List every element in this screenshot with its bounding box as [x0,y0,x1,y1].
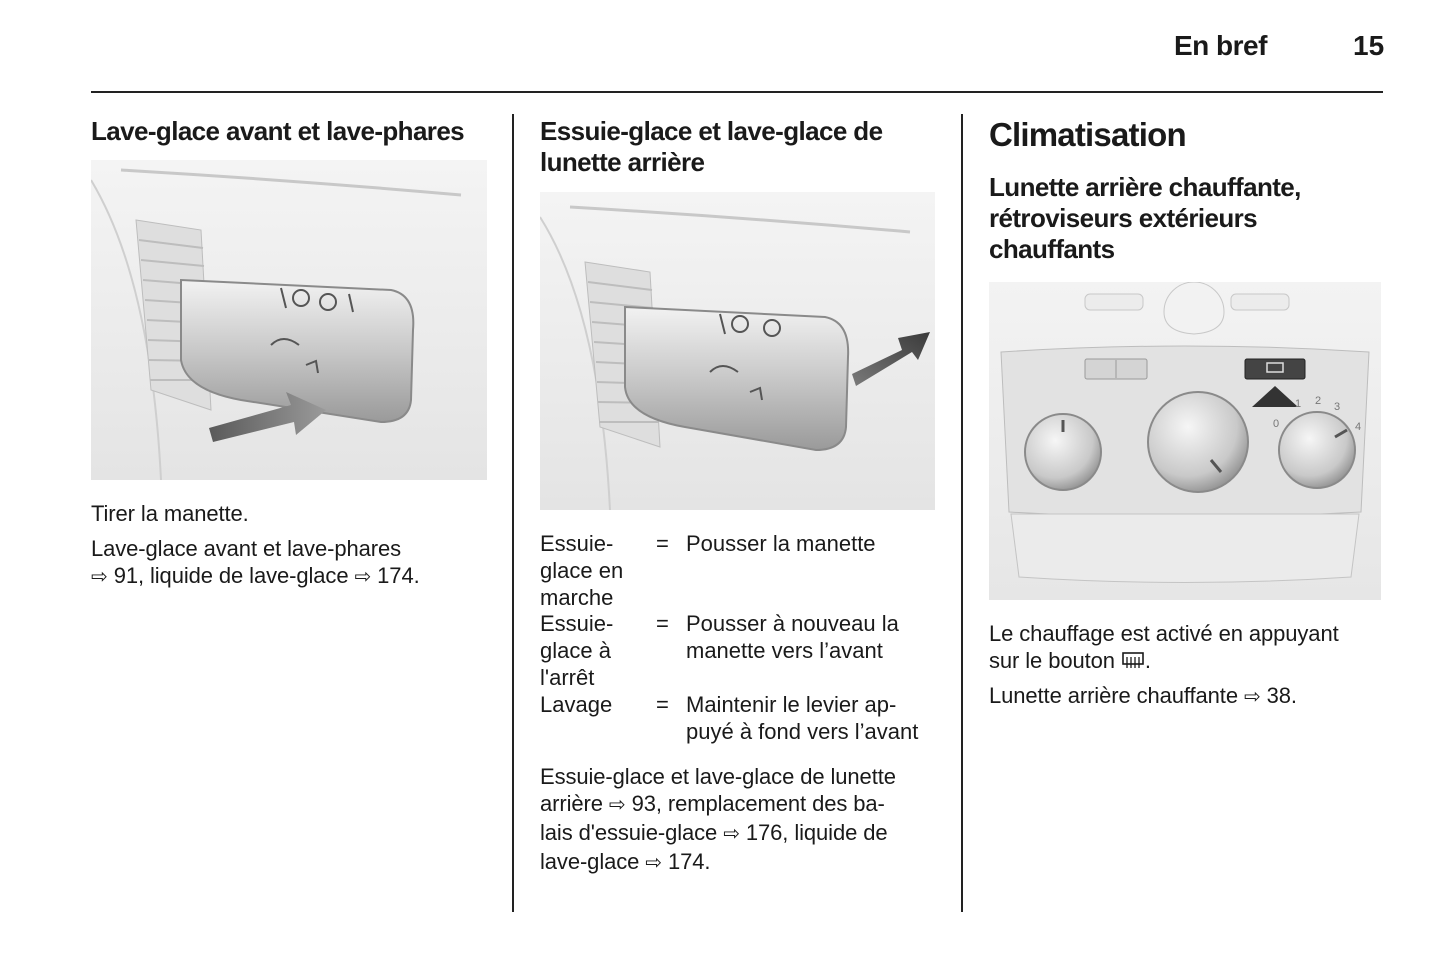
front-washer-caption: Tirer la manette. [91,501,249,526]
climate-text [989,620,1389,711]
definition-row [540,610,940,691]
right-arrow-outline-icon: ⇨ [354,566,372,588]
definition-row [540,691,940,751]
rear-defrost-subheading-line2: rétroviseurs extérieurs [989,203,1258,233]
climate-para-line1: Le chauffage est activé en appuyant [989,621,1339,646]
rear-wiper-ref-line1: Essuie-glace et lave-glace de lunette [540,764,896,789]
front-washer-text [91,500,491,591]
climate-ref-page[interactable]: 38. [1266,683,1297,708]
rear-wiper-ref-line4: lave-glace ⇨ 174. [540,849,711,874]
fan-speed-label: 2 [1315,395,1322,407]
definition-row [540,530,940,610]
fan-speed-label: 4 [1355,421,1362,433]
rear-wiper-ref-page1[interactable]: 93, remplacement des ba- [631,791,885,816]
equals-sign: = [656,692,669,717]
front-washer-ref-page2[interactable]: 174. [377,563,420,588]
rear-wiper-references [540,763,950,877]
column-divider-2 [961,114,963,912]
front-washer-ref-line2 [91,562,491,591]
front-washer-ref-line1: Lave-glace avant et lave-phares [91,536,401,561]
right-arrow-outline-icon: ⇨ [645,852,662,874]
fan-speed-label: 1 [1295,398,1302,410]
climate-control-panel-illustration [989,282,1381,600]
climate-heading: Climatisation [989,116,1186,153]
rear-wiper-ref-line3: lais d'essuie-glace ⇨ 176, liquide de [540,820,888,845]
front-washer-stalk-illustration [91,160,487,480]
climate-ref-line: Lunette arrière chauffante ⇨ 38. [989,683,1297,708]
fan-speed-label: 0 [1273,418,1280,430]
definition-text: Pousser la manette [686,531,876,556]
rear-wiper-ref-page2[interactable]: 176, liquide de [745,820,888,845]
rear-wiper-ref-line2: arrière ⇨ 93, remplacement des ba- [540,791,885,816]
column-front-washer [91,116,491,147]
definition-text: Maintenir le levier ap- puyé à fond vers l’avant [686,692,919,744]
section-title: En bref [1174,30,1267,61]
front-washer-heading: Lave-glace avant et lave-phares [91,116,465,146]
front-washer-ref-page1[interactable]: 91, liquide de lave-glace [113,563,349,588]
rear-wiper-stalk-illustration [540,192,935,510]
right-arrow-outline-icon: ⇨ [91,566,108,588]
right-arrow-outline-icon: ⇨ [1243,686,1261,708]
definition-text: Pousser à nouveau la manette vers l’avant [686,611,899,663]
rear-wiper-heading-line1: Essuie-glace et lave-glace de [540,116,883,146]
right-arrow-outline-icon: ⇨ [608,794,626,816]
rear-defrost-subheading-line3: chauffants [989,234,1115,264]
page-number: 15 [1353,30,1385,61]
rear-wiper-heading-line2: lunette arrière [540,147,705,177]
equals-sign: = [656,611,669,636]
column-climate [989,116,1389,265]
definition-term: Essuie- glace en marche [540,531,624,610]
right-arrow-outline-icon: ⇨ [723,823,740,845]
column-divider-1 [512,114,514,912]
header-divider [91,91,1383,93]
rear-wiper-definition-list [540,530,940,751]
fan-speed-label: 3 [1334,401,1341,413]
rear-defrost-icon [1121,652,1145,670]
rear-wiper-ref-page3[interactable]: 174. [667,849,711,874]
definition-term: Essuie- glace à l'arrêt [540,611,614,690]
climate-para-line2: sur le bouton . [989,648,1151,673]
rear-defrost-subheading-line1: Lunette arrière chauffante, [989,172,1301,202]
definition-term: Lavage [540,692,613,717]
equals-sign: = [656,531,669,556]
column-rear-wiper [540,116,940,178]
